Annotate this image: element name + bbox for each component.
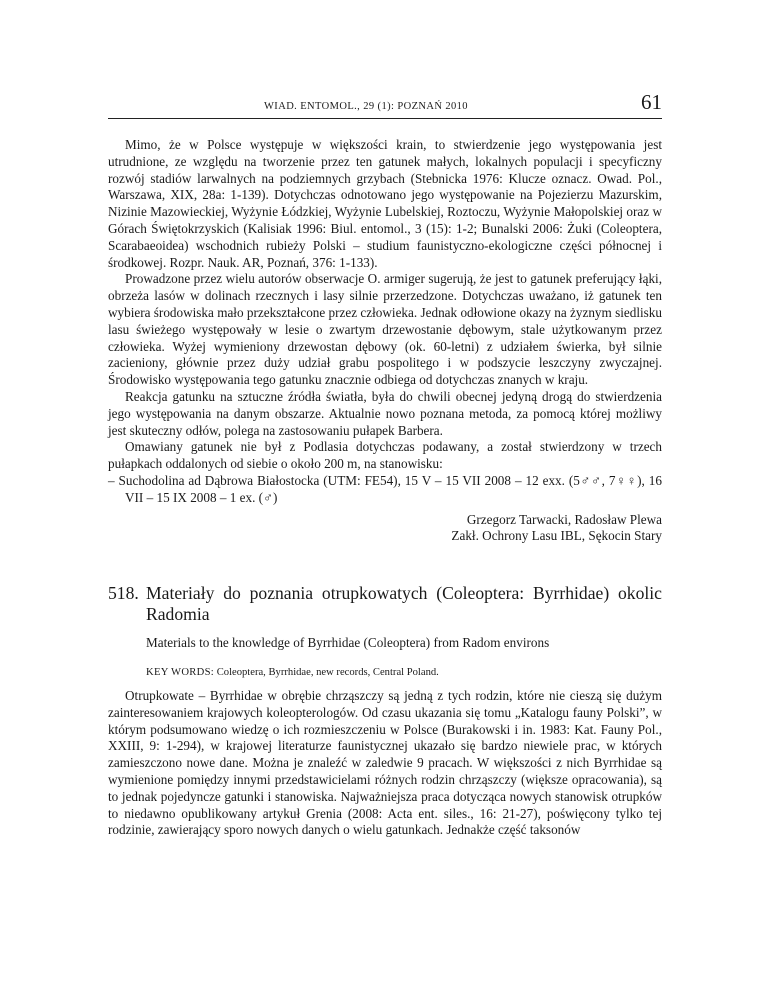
keywords-list: Coleoptera, Byrrhidae, new records, Central Poland. <box>216 666 439 678</box>
locality-record: – Suchodolina ad Dąbrowa Białostocka (UTM: FE54), 15 V – 15 VII 2008 – 12 exx. (5♂♂, 7♀♀), 16 VII – 15 IX 2008 – 1 ex. (♂) <box>108 472 662 505</box>
note-section <box>108 137 662 545</box>
page <box>108 92 662 839</box>
paragraph: Mimo, że w Polsce występuje w większości krain, to stwierdzenie jego występowania jest utrudnione, ze względu na tworzenie przez ten gatunek małych, lokalnych populacji i specyficzny rozwój stadiów larwalnych na podziemnych grzybach (Stebnicka 1976: Klucze oznacz. Owad. Pol., Warszawa, XIX, 28a: 1-139). Dotychczas odnotowano jego występowanie na Pojezierzu Mazurskim, Nizinie Mazowieckiej, Wyżynie Łódzkiej, Wyżynie Lubelskiej, Roztoczu, Wyżynie Małopolskiej oraz w Górach Świętokrzyskich (Kalisiak 1996: Biul. entomol., 3 (15): 1-2; Bunalski 2006: Żuki (Coleoptera, Scarabaeoidea) wschodnich rubieży Polski – studium faunistyczno-ekologiczne części północnej i środkowej. Rozpr. Nauk. AR, Poznań, 376: 1-133). <box>108 137 662 270</box>
keywords <box>146 666 662 680</box>
keywords-label: KEY WORDS: <box>146 666 215 678</box>
article-heading <box>108 583 662 625</box>
article-body <box>108 688 662 839</box>
author-affiliation: Zakł. Ochrony Lasu IBL, Sękocin Stary <box>451 528 662 544</box>
journal-citation: WIAD. ENTOMOL., 29 (1): POZNAŃ 2010 <box>264 101 468 112</box>
article-number: 518. <box>108 583 139 604</box>
page-number: 61 <box>641 90 662 114</box>
paragraph: Prowadzone przez wielu autorów obserwacje O. armiger sugerują, że jest to gatunek preferujący łąki, obrzeża lasów w dolinach rzecznych i lasy silnie przerzedzone. Dotychczas uważano, iż gatunek ten wybiera środowiska mało przekształcone przez człowieka. Jednak odłowione okazy na żyznym siedlisku lasu świeżego występowały w lesie o zwartym drzewostanie dębowym, stale użytkowanym przez człowieka. Wyżej wymieniony drzewostan dębowy (ok. 60-letni) z udziałem świerka, był silnie zacieniony, głównie przez duży udział grabu pospolitego i w podszycie leszczyny zwyczajnej. Środowisko występowania tego gatunku znacznie odbiega od dotychczas znanych w kraju. <box>108 271 662 388</box>
running-header <box>108 92 662 119</box>
paragraph: Omawiany gatunek nie był z Podlasia dotychczas podawany, a został stwierdzony w trzech pułapkach oddalonych od siebie o około 200 m, na stanowisku: <box>108 439 662 472</box>
paragraph: Reakcja gatunku na sztuczne źródła światła, była do chwili obecnej jedyną drogą do stwierdzenia jego występowania na danym obszarze. Aktualnie nowo poznana metoda, za pomocą której możliwy jest skuteczny odłów, polega na zastosowaniu pułapek Barbera. <box>108 388 662 438</box>
author-names: Grzegorz Tarwacki, Radosław Plewa <box>466 511 662 527</box>
article-title: Materiały do poznania otrupkowatych (Coleoptera: Byrrhidae) okolic Radomia <box>146 583 662 625</box>
paragraph: Otrupkowate – Byrrhidae w obrębie chrząszczy są jedną z tych rodzin, które nie cieszą się dużym zainteresowaniem krajowych koleopterologów. Od czasu ukazania się tomu „Katalogu fauny Polski”, w którym podsumowano wiedzę o ich rozmieszczeniu w Polsce (Burakowski i in. 1983: Kat. Fauny Pol., XXIII, 9: 1-294), w krajowej literaturze faunistycznej ukazało się bardzo niewiele prac, w których zamieszczono nowe dane. Można je znaleźć w zaledwie 9 pracach. W większości z nich Byrrhidae są wymienione pomiędzy innymi przedstawicielami różnych rodzin chrząszczy (większe opracowania), są to jednak pojedyncze gatunki i stanowiska. Najważniejsza praca dotycząca nowych stanowisk otrupków to niedawno opublikowany artykuł Grenia (2008: Acta ent. siles., 16: 21-27), poświęcony tylko tej rodzinie, zawierający sporo nowych danych o wielu gatunkach. Jednakże część taksonów <box>108 687 662 838</box>
article-subtitle: Materials to the knowledge of Byrrhidae (Coleoptera) from Radom environs <box>146 635 550 651</box>
